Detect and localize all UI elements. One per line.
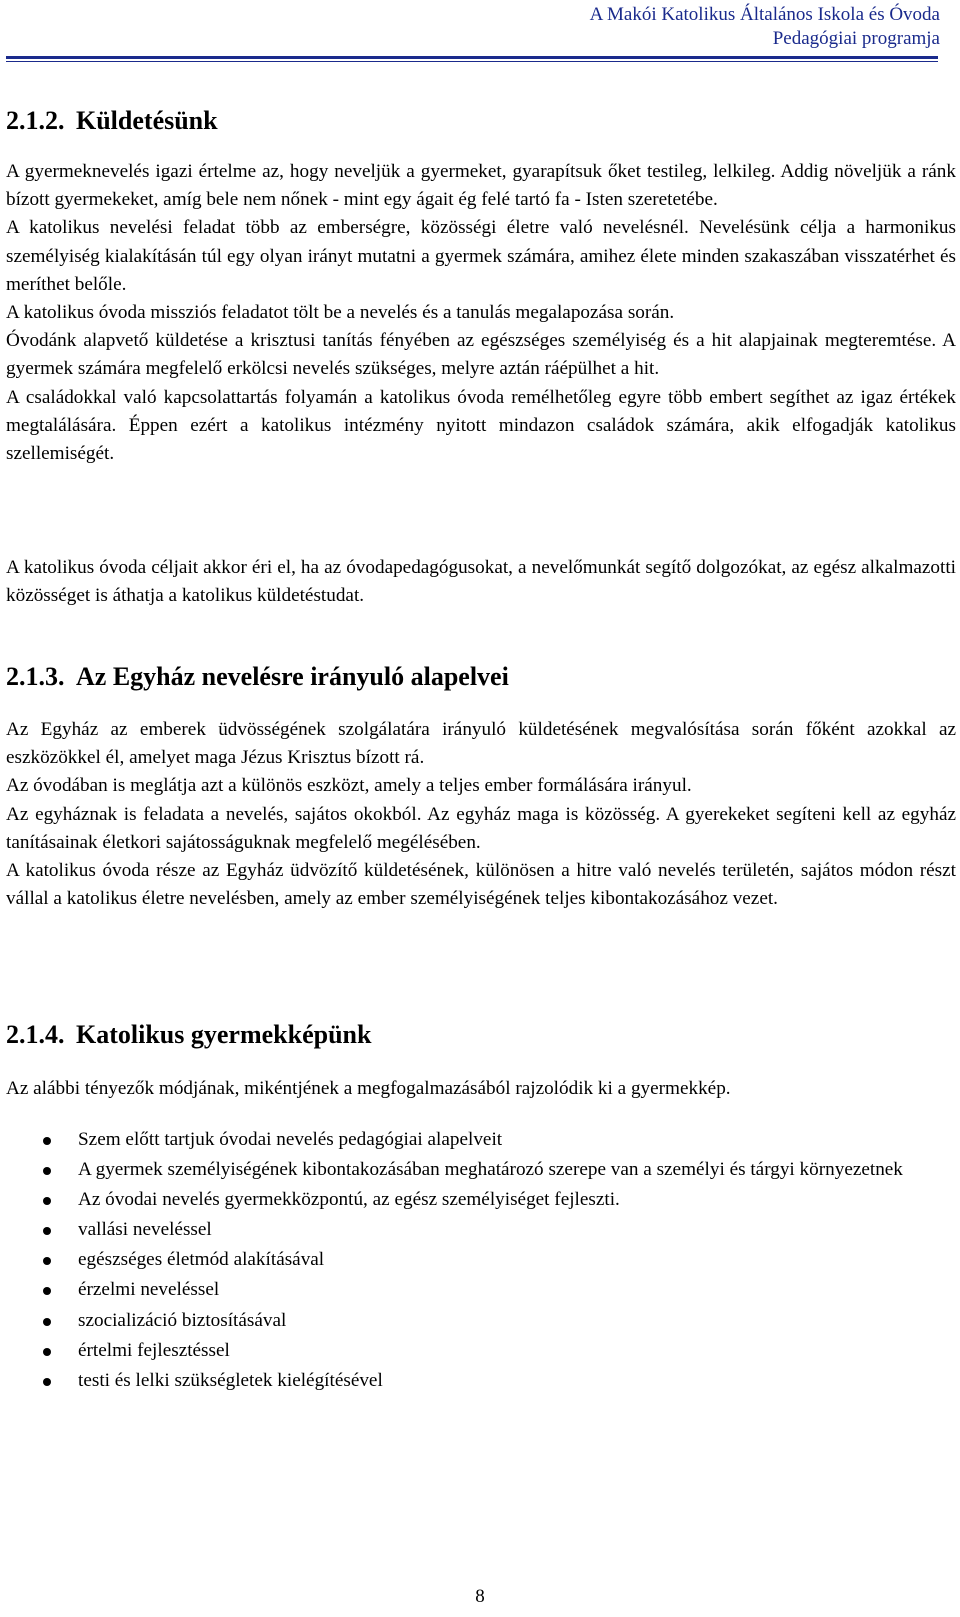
list-item [6, 1276, 928, 1305]
paragraph: A katolikus óvoda missziós feladatot tölt be a nevelés és a tanulás megalapozása során. [6, 302, 675, 324]
list-item-text: érzelmi neveléssel [78, 1279, 220, 1301]
heading-kuldetesunk [6, 106, 956, 136]
list-item-text: egészséges életmód alakításával [78, 1249, 325, 1271]
section-title: Küldetésünk [76, 106, 218, 135]
paragraph: A katolikus óvoda része az Egyház üdvözítő küldetésének, különösen a hitre való nevelés területén, sajátos módon részt vállal a katolikus életre nevelésben, amely az ember személyiségének teljes kibontakozásához vezet. [6, 860, 956, 910]
section-body-212-closing [6, 554, 956, 610]
bullet-icon [43, 1378, 51, 1386]
list-item-text: értelmi fejlesztéssel [78, 1339, 230, 1361]
section-title: Katolikus gyermekképünk [76, 1020, 372, 1049]
paragraph: Óvodánk alapvető küldetése a krisztusi tanítás fényében az egészséges személyiség és a hit alapjainak megteremtése. A gyermek számára megfelelő erkölcsi nevelés szükséges, melyre aztán ráépülhet a hit. [6, 330, 956, 380]
paragraph: A családokkal való kapcsolattartás folyamán a katolikus óvoda remélhetőleg egyre több embert segíthet az igaz értékek megtalálására. Éppen ezért a katolikus intézmény nyitott mindazon családok számára, akik elfogadják katolikus szellemiségét. [6, 386, 956, 465]
list-item [6, 1307, 928, 1336]
paragraph: A katolikus óvoda céljait akkor éri el, ha az óvodapedagógusokat, a nevelőmunkát segítő dolgozókat, az egész alkalmazotti közösséget is áthatja a katolikus küldetéstudat. [6, 557, 956, 607]
list-item [6, 1156, 928, 1185]
header-divider [6, 56, 938, 62]
bullet-icon [43, 1318, 51, 1326]
section-heading-212 [6, 106, 956, 136]
page-number: 8 [475, 1586, 485, 1607]
section-heading-213 [6, 662, 956, 692]
section-body-212 [6, 158, 956, 468]
bullet-icon [43, 1257, 51, 1265]
bullet-icon [43, 1348, 51, 1356]
bullet-icon [43, 1287, 51, 1295]
page-header [0, 3, 940, 51]
header-school-name: A Makói Katolikus Általános Iskola és Óvoda [589, 4, 940, 25]
paragraph: A gyermeknevelés igazi értelme az, hogy neveljük a gyermeket, gyarapítsuk őket testileg, lelkileg. Addig növeljük a ránk bízott gyermekeket, amíg bele nem nőnek - mint egy ágait ég felé tartó fa - Isten szeretetébe. [6, 161, 956, 211]
section-heading-214 [6, 1020, 956, 1050]
bullet-list [6, 1126, 956, 1396]
paragraph: Az alábbi tényezők módjának, mikéntjének a megfogalmazásából rajzolódik ki a gyermekkép. [6, 1078, 731, 1099]
heading-gyermekkepunk [6, 1020, 956, 1050]
section-intro-214 [6, 1075, 956, 1103]
section-list-214 [6, 1126, 956, 1397]
bullet-icon [43, 1197, 51, 1205]
section-number: 2.1.4. [6, 1020, 65, 1049]
list-item-text: testi és lelki szükségletek kielégítésével [78, 1369, 383, 1391]
bullet-icon [43, 1167, 51, 1175]
section-title: Az Egyház nevelésre irányuló alapelvei [76, 662, 509, 691]
list-item [6, 1246, 928, 1275]
bullet-icon [43, 1137, 51, 1145]
list-item-text: vallási neveléssel [78, 1219, 212, 1241]
list-item [6, 1126, 928, 1155]
paragraph: Az Egyház az emberek üdvösségének szolgálatára irányuló küldetésének megvalósítása során főként azokkal az eszközökkel él, amelyet maga Jézus Krisztus bízott rá. [6, 719, 956, 769]
section-number: 2.1.2. [6, 106, 65, 135]
section-number: 2.1.3. [6, 662, 65, 691]
bullet-icon [43, 1227, 51, 1235]
list-item-text: szocializáció biztosításával [78, 1309, 287, 1331]
paragraph: Az óvodában is meglátja azt a különös eszközt, amely a teljes ember formálására irányul. [6, 775, 692, 797]
list-item [6, 1216, 928, 1245]
list-item-text: Szem előtt tartjuk óvodai nevelés pedagógiai alapelveit [78, 1129, 503, 1150]
section-body-213 [6, 716, 956, 913]
list-item-text: Az óvodai nevelés gyermekközpontú, az egész személyiséget fejleszti. [78, 1189, 620, 1211]
header-document-title: Pedagógiai programja [772, 28, 940, 49]
heading-egyhaz-alapelvei [6, 662, 956, 692]
list-item [6, 1337, 928, 1366]
list-item-text: A gyermek személyiségének kibontakozásában meghatározó szerepe van a személyi és tárgyi környezetnek [78, 1159, 903, 1181]
list-item [6, 1367, 928, 1396]
list-item [6, 1186, 928, 1215]
paragraph: Az egyháznak is feladata a nevelés, sajátos okokból. Az egyház maga is közösség. A gyerekeket segíteni kell az egyház tanításainak életkori sajátosságuknak megfelelő megélésében. [6, 803, 956, 853]
paragraph: A katolikus nevelési feladat több az emberségre, közösségi életre való nevelésnél. Nevelésünk célja a harmonikus személyiség kialakításán túl egy olyan irányt mutatni a gyermek számára, amihez élete minden szakaszában visszatérhet és meríthet belőle. [6, 217, 956, 295]
